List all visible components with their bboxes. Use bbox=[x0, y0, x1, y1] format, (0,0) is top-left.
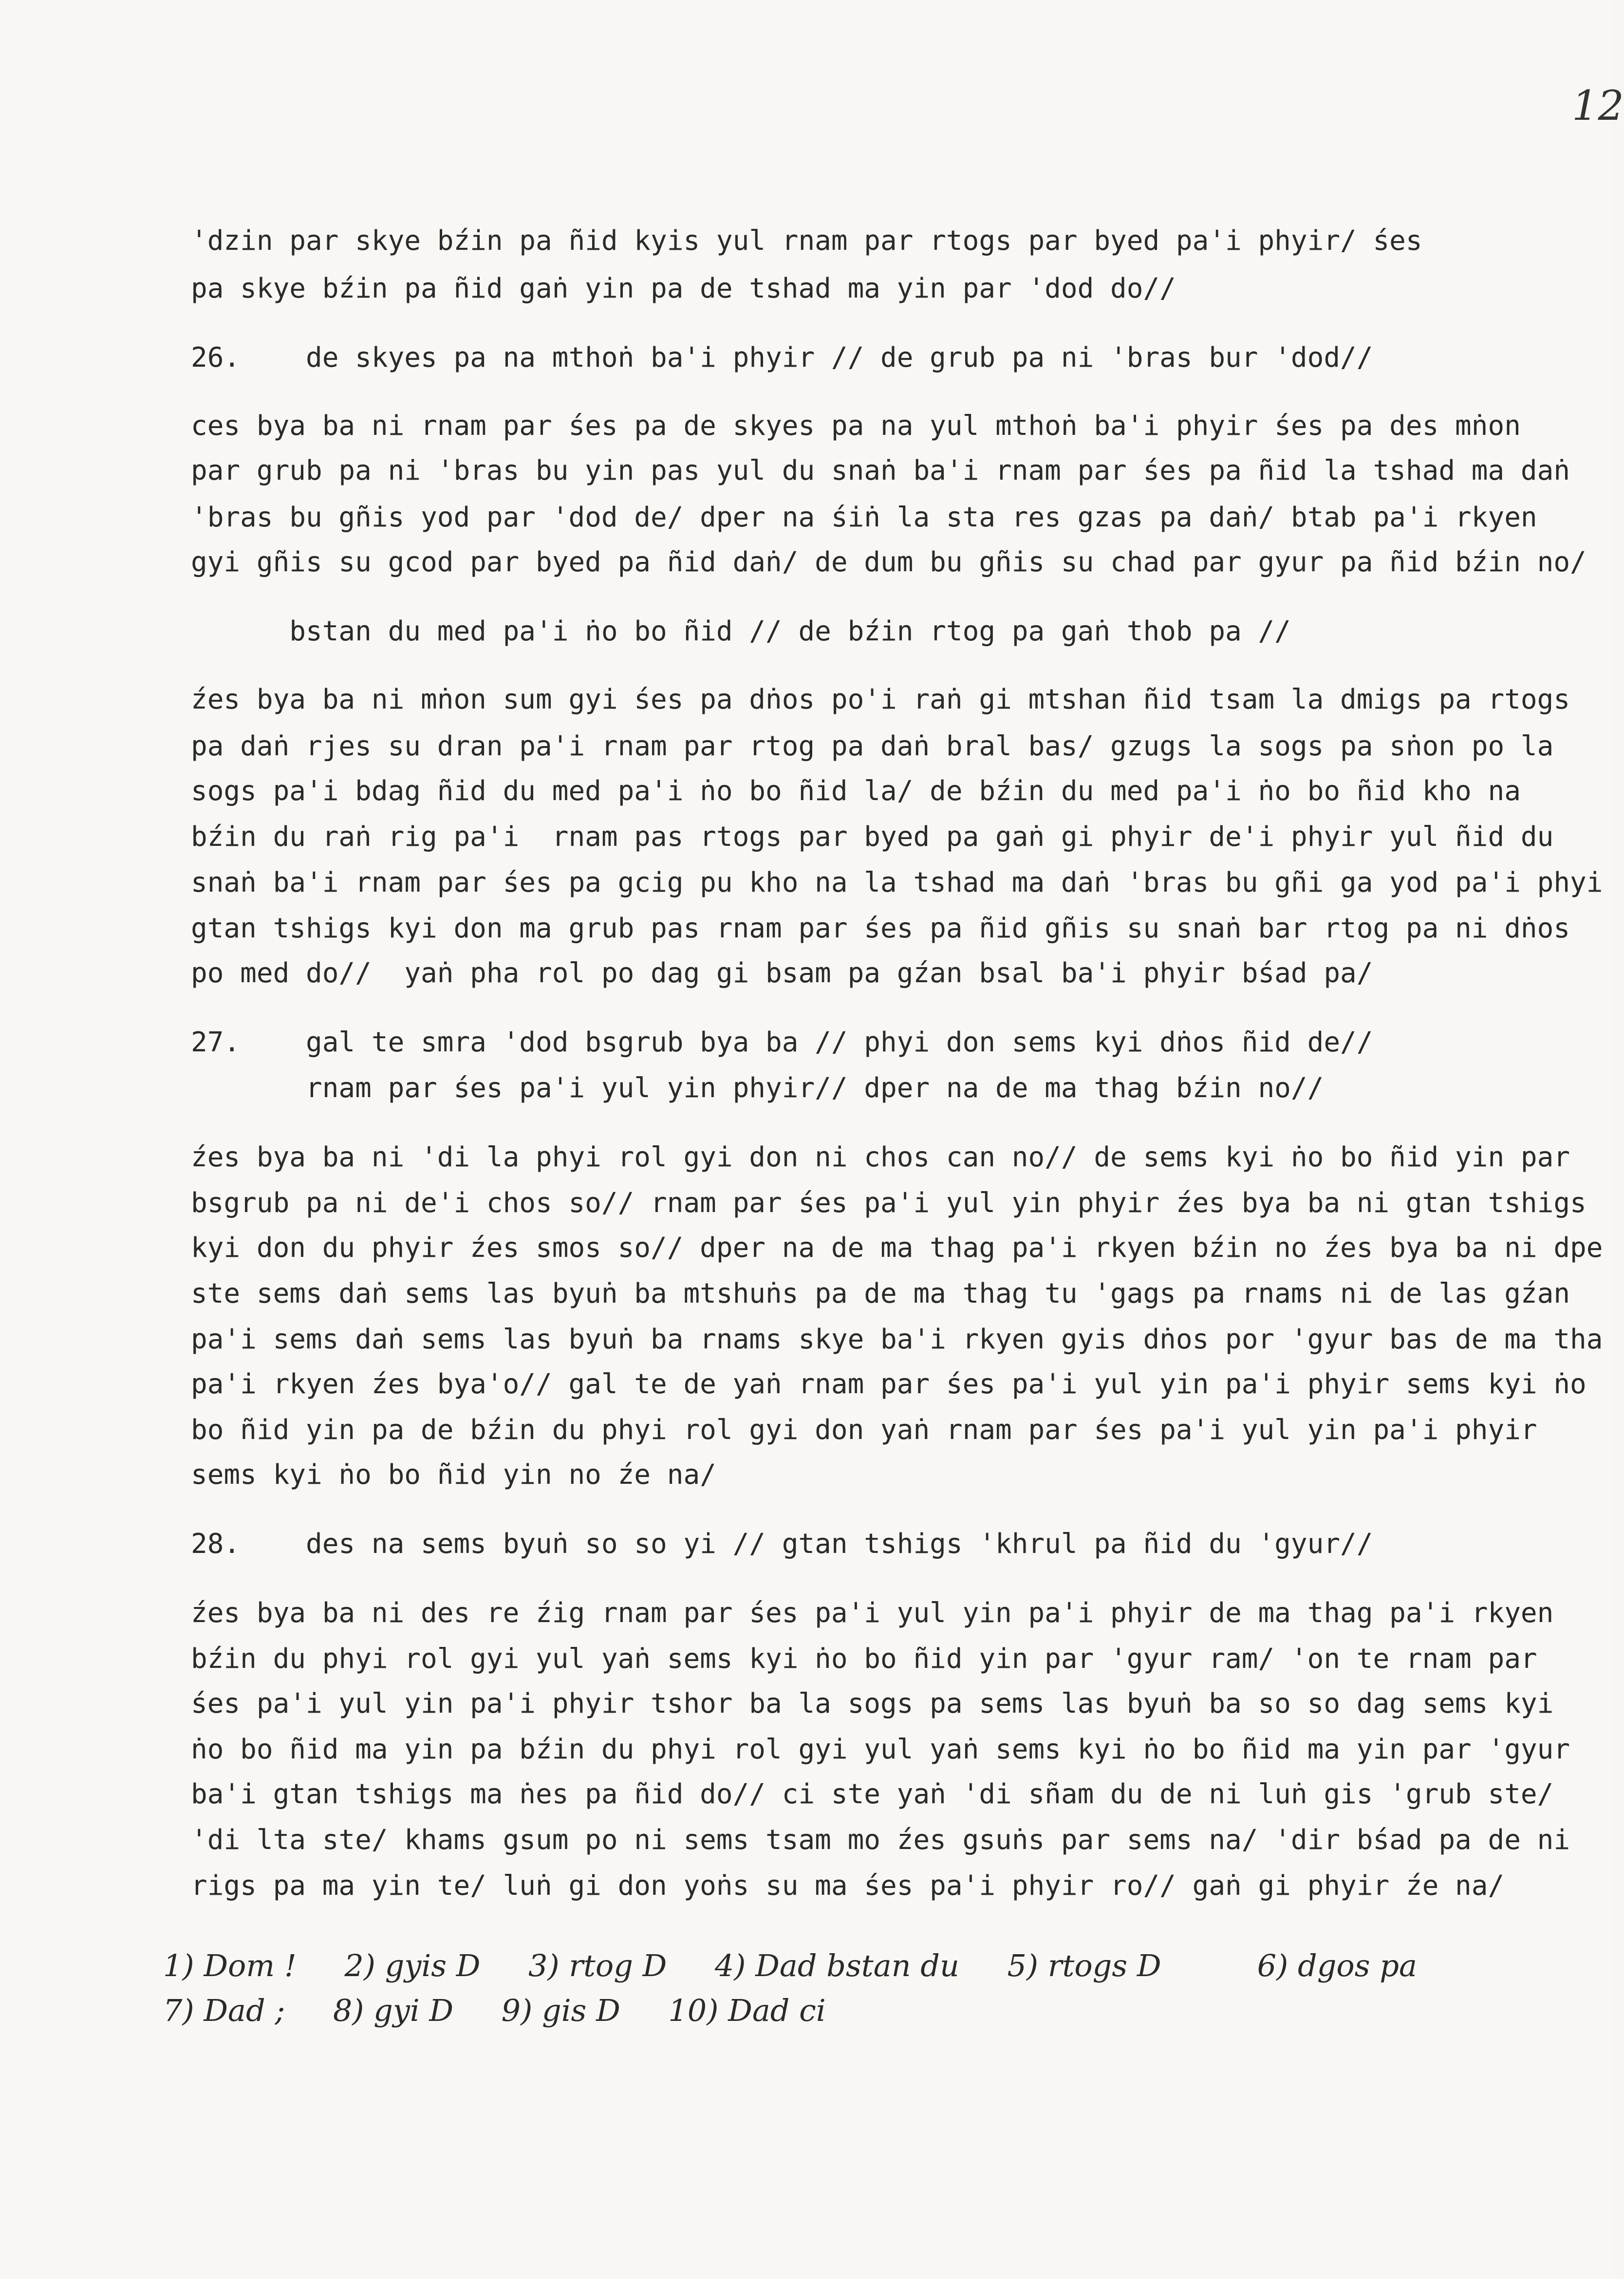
text-line: 27. gal te smra 'dod bsgrub bya ba // phyi don sems kyi dṅos ñid de// bbox=[191, 1027, 1373, 1058]
text-line: 28. des na sems byuṅ so so yi // gtan tshigs 'khrul pa ñid du 'gyur// bbox=[191, 1528, 1373, 1560]
text-line: sems kyi ṅo bo ñid yin no źe na/ bbox=[191, 1459, 716, 1491]
text-line: ste sems daṅ sems las byuṅ ba mtshuṅs pa de ma thag tu 'gags pa rnams ni de las gźan bbox=[191, 1278, 1570, 1309]
page-number: 12 bbox=[1572, 82, 1624, 130]
text-line: źes bya ba ni des re źig rnam par śes pa'i yul yin pa'i phyir de ma thag pa'i rkyen bbox=[191, 1597, 1554, 1629]
text-line: ces bya ba ni rnam par śes pa de skyes pa na yul mthoṅ ba'i phyir śes pa des mṅon bbox=[191, 410, 1521, 442]
text-line: pa'i sems daṅ sems las byuṅ ba rnams skye ba'i rkyen gyis dṅos por 'gyur bas de ma tha bbox=[191, 1324, 1603, 1355]
text-line: kyi don du phyir źes smos so// dper na de ma thag pa'i rkyen bźin no źes bya ba ni dpe bbox=[191, 1232, 1603, 1264]
text-line: sogs pa'i bdag ñid du med pa'i ṅo bo ñid la/ de bźin du med pa'i ṅo bo ñid kho na bbox=[191, 775, 1521, 807]
text-line: gyi gñis su gcod par byed pa ñid daṅ/ de dum bu gñis su chad par gyur pa ñid bźin no/ bbox=[191, 546, 1587, 578]
footnote-line-1: 1) Dom ! 2) gyis D 3) rtog D 4) Dad bstan du 5) rtogs D 6) dgos pa bbox=[163, 1948, 1417, 1983]
text-line: bo ñid yin pa de bźin du phyi rol gyi don yaṅ rnam par śes pa'i yul yin pa'i phyir bbox=[191, 1414, 1537, 1446]
footnote-line-2: 7) Dad ; 8) gyi D 9) gis D 10) Dad ci bbox=[163, 1993, 826, 2028]
text-line: rigs pa ma yin te/ luṅ gi don yoṅs su ma śes pa'i phyir ro// gaṅ gi phyir źe na/ bbox=[191, 1870, 1505, 1902]
text-line: bsgrub pa ni de'i chos so// rnam par śes pa'i yul yin phyir źes bya ba ni gtan tshigs bbox=[191, 1187, 1587, 1219]
text-line: ṅo bo ñid ma yin pa bźin du phyi rol gyi yul yaṅ sems kyi ṅo bo ñid ma yin par 'gyur bbox=[191, 1734, 1570, 1765]
text-line: pa daṅ rjes su dran pa'i rnam par rtog pa daṅ bral bas/ gzugs la sogs pa sṅon po la bbox=[191, 730, 1554, 762]
text-line: rnam par śes pa'i yul yin phyir// dper na de ma thag bźin no// bbox=[191, 1072, 1324, 1104]
text-line: 'dzin par skye bźin pa ñid kyis yul rnam par rtogs par byed pa'i phyir/ śes bbox=[191, 225, 1422, 257]
text-line: bźin du raṅ rig pa'i rnam pas rtogs par byed pa gaṅ gi phyir de'i phyir yul ñid du bbox=[191, 821, 1554, 853]
text-line: par grub pa ni 'bras bu yin pas yul du snaṅ ba'i rnam par śes pa ñid la tshad ma daṅ bbox=[191, 455, 1570, 486]
text-line: po med do// yaṅ pha rol po dag gi bsam pa gźan bsal ba'i phyir bśad pa/ bbox=[191, 957, 1373, 989]
text-line: bźin du phyi rol gyi yul yaṅ sems kyi ṅo bo ñid yin par 'gyur ram/ 'on te rnam par bbox=[191, 1643, 1537, 1675]
text-line: pa'i rkyen źes bya'o// gal te de yaṅ rnam par śes pa'i yul yin pa'i phyir sems kyi ṅo bbox=[191, 1368, 1587, 1400]
text-line: źes bya ba ni mṅon sum gyi śes pa dṅos po'i raṅ gi mtshan ñid tsam la dmigs pa rtogs bbox=[191, 684, 1570, 715]
text-line: 'bras bu gñis yod par 'dod de/ dper na śiṅ la sta res gzas pa daṅ/ btab pa'i rkyen bbox=[191, 502, 1537, 533]
text-line: 26. de skyes pa na mthoṅ ba'i phyir // de grub pa ni 'bras bur 'dod// bbox=[191, 342, 1373, 374]
text-line: bstan du med pa'i ṅo bo ñid // de bźin rtog pa gaṅ thob pa // bbox=[191, 616, 1291, 647]
text-line: źes bya ba ni 'di la phyi rol gyi don ni chos can no// de sems kyi ṅo bo ñid yin par bbox=[191, 1141, 1570, 1173]
text-line: ba'i gtan tshigs ma ṅes pa ñid do// ci ste yaṅ 'di sñam du de ni luṅ gis 'grub ste/ bbox=[191, 1778, 1554, 1810]
text-line: 'di lta ste/ khams gsum po ni sems tsam mo źes gsuṅs par sems na/ 'dir bśad pa de ni bbox=[191, 1824, 1570, 1856]
text-line: śes pa'i yul yin pa'i phyir tshor ba la sogs pa sems las byuṅ ba so so dag sems kyi bbox=[191, 1688, 1554, 1719]
text-line: pa skye bźin pa ñid gaṅ yin pa de tshad ma yin par 'dod do// bbox=[191, 273, 1176, 304]
text-line: gtan tshigs kyi don ma grub pas rnam par śes pa ñid gñis su snaṅ bar rtog pa ni dṅos bbox=[191, 913, 1570, 944]
text-line: snaṅ ba'i rnam par śes pa gcig pu kho na la tshad ma daṅ 'bras bu gñi ga yod pa'i phyi bbox=[191, 867, 1603, 898]
